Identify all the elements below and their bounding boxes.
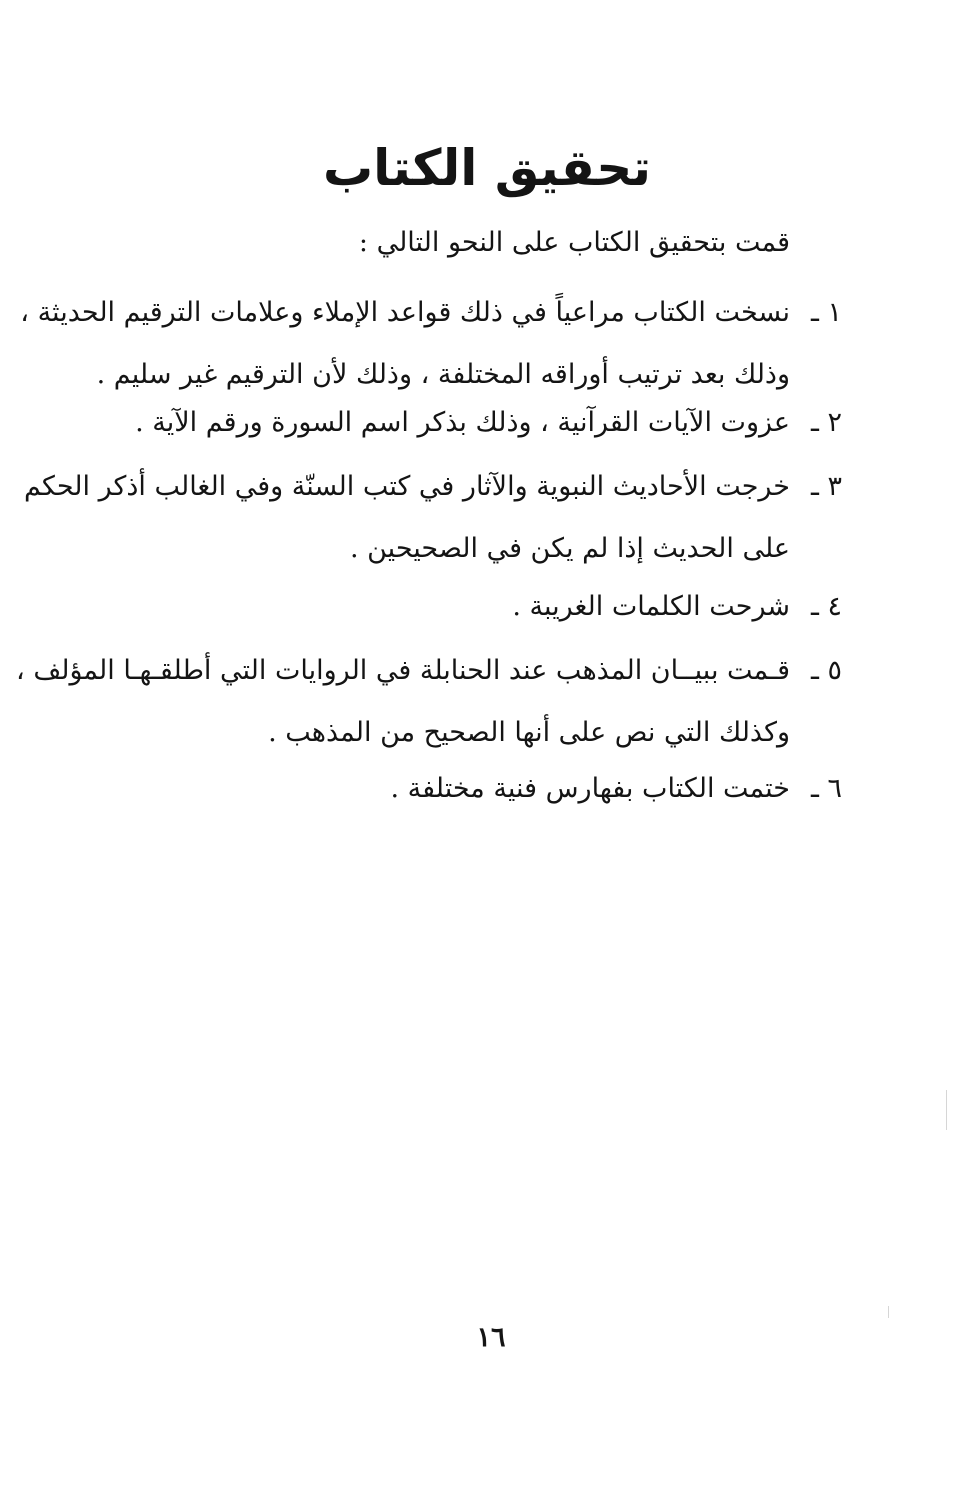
list-item-line: وكذلك التي نص على أنها الصحيح من المذهب . xyxy=(268,717,790,748)
list-item-number: ٣ ـ xyxy=(810,471,842,502)
page-title: تحقيق الكتاب xyxy=(322,139,652,197)
list-item-line: شرحت الكلمات الغريبة . xyxy=(512,591,790,622)
list-item-number: ١ ـ xyxy=(810,297,842,328)
list-item-line: وذلك بعد ترتيب أوراقه المختلفة ، وذلك لأن الترقيم غير سليم . xyxy=(96,359,790,390)
scan-margin-mark xyxy=(946,1090,947,1130)
list-item-number: ٦ ـ xyxy=(810,773,842,804)
list-item-4 xyxy=(82,576,842,638)
list-item-line: قـمت ببيــان المذهب عند الحنابلة في الروايات التي أطلقـهـا المؤلف ، xyxy=(16,655,790,686)
list-item-number: ٤ ـ xyxy=(810,591,842,622)
list-item-line: ختمت الكتاب بفهارس فنية مختلفة . xyxy=(390,773,790,804)
list-item-2 xyxy=(82,392,842,454)
intro-text: قمت بتحقيق الكتاب على النحو التالي : xyxy=(358,227,790,258)
list-item-number: ٢ ـ xyxy=(810,407,842,438)
list-item-line: نسخت الكتاب مراعياً في ذلك قواعد الإملاء وعلامات الترقيم الحديثة ، xyxy=(20,297,790,328)
list-item-number: ٥ ـ xyxy=(810,655,842,686)
list-item-5 xyxy=(16,640,842,764)
list-item-6 xyxy=(82,758,842,820)
list-item-line: خرجت الأحاديث النبوية والآثار في كتب السنّة وفي الغالب أذكر الحكم xyxy=(23,471,790,502)
scan-margin-mark xyxy=(888,1306,889,1318)
page-number: ١٦ xyxy=(476,1322,506,1353)
list-item-line: على الحديث إذا لم يكن في الصحيحين . xyxy=(349,533,790,564)
list-item-3 xyxy=(23,456,842,580)
list-item-1 xyxy=(20,282,842,406)
list-item-line: عزوت الآيات القرآنية ، وذلك بذكر اسم السورة ورقم الآية . xyxy=(135,407,790,438)
